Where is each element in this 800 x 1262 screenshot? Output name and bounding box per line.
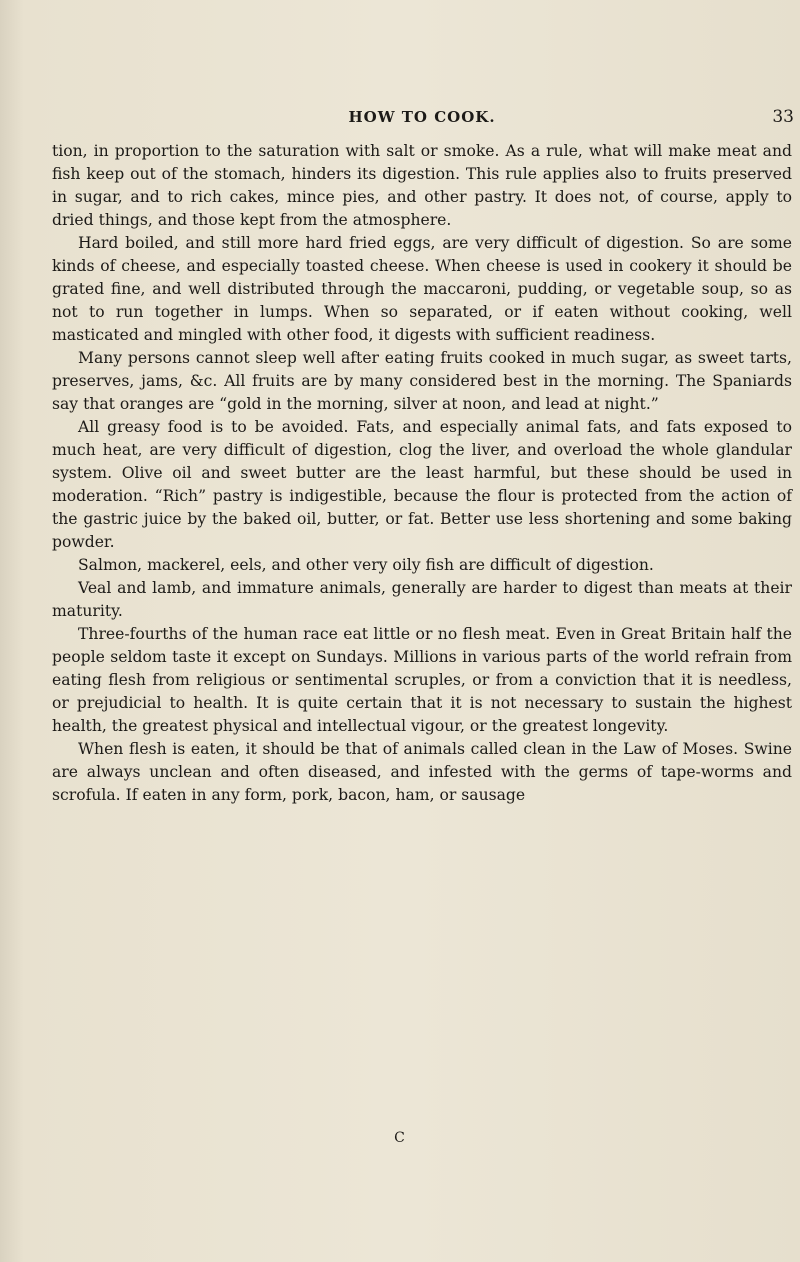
page-header xyxy=(50,104,794,134)
paragraph: Three-fourths of the human race eat little or no flesh meat. Even in Great Britain half the people seldom taste it except on Sundays. Millions in various parts of the world refrain from eating flesh from religious or sentimental scruples, or from a conviction that it is needless, or prejudicial to health. It is quite certain that it is not necessary to sustain the highest health, the greatest physical and intellectual vigour, or the greatest longevity. xyxy=(52,625,792,735)
body-text xyxy=(52,140,792,807)
paragraph: Hard boiled, and still more hard fried eggs, are very difficult of digestion. So are some kinds of cheese, and especially toasted cheese. When cheese is used in cookery it should be grated fine, and well distributed through the maccaroni, pudding, or vegetable soup, so as not to run together in lumps. When so separated, or if eaten without cooking, well masticated and mingled with other food, it digests with sufficient readiness. xyxy=(52,234,792,344)
signature-mark: C xyxy=(394,1130,406,1146)
paragraph: Many persons cannot sleep well after eating fruits cooked in much sugar, as sweet tarts, preserves, jams, &c. All fruits are by many considered best in the morning. The Spaniards say that oranges are “gold in the morning, silver at noon, and lead at night.” xyxy=(52,349,792,413)
running-head: HOW TO COOK. xyxy=(348,108,496,126)
paragraph: Salmon, mackerel, eels, and other very oily fish are difficult of digestion. xyxy=(78,556,654,574)
paragraph: Veal and lamb, and immature animals, generally are harder to digest than meats at their maturity. xyxy=(52,579,792,620)
paragraph: All greasy food is to be avoided. Fats, and especially animal fats, and fats exposed to much heat, are very difficult of digestion, clog the liver, and overload the whole glandular system. Olive oil and sweet butter are the least harmful, but these should be used in moderation. “Rich” pastry is indigestible, because the flour is protected from the action of the gastric juice by the baked oil, butter, or fat. Better use less shortening and some baking powder. xyxy=(52,418,792,551)
paragraph: When flesh is eaten, it should be that of animals called clean in the Law of Moses. Swine are always unclean and often diseased, and infested with the germs of tape-worms and scrofula. If eaten in any form, pork, bacon, ham, or sausage xyxy=(52,740,792,804)
page-number: 33 xyxy=(772,107,794,127)
paragraph: tion, in proportion to the saturation with salt or smoke. As a rule, what will make meat and fish keep out of the stomach, hinders its digestion. This rule applies also to fruits preserved in sugar, and to rich cakes, mince pies, and other pastry. It does not, of course, apply to dried things, and those kept from the atmosphere. xyxy=(52,142,792,229)
